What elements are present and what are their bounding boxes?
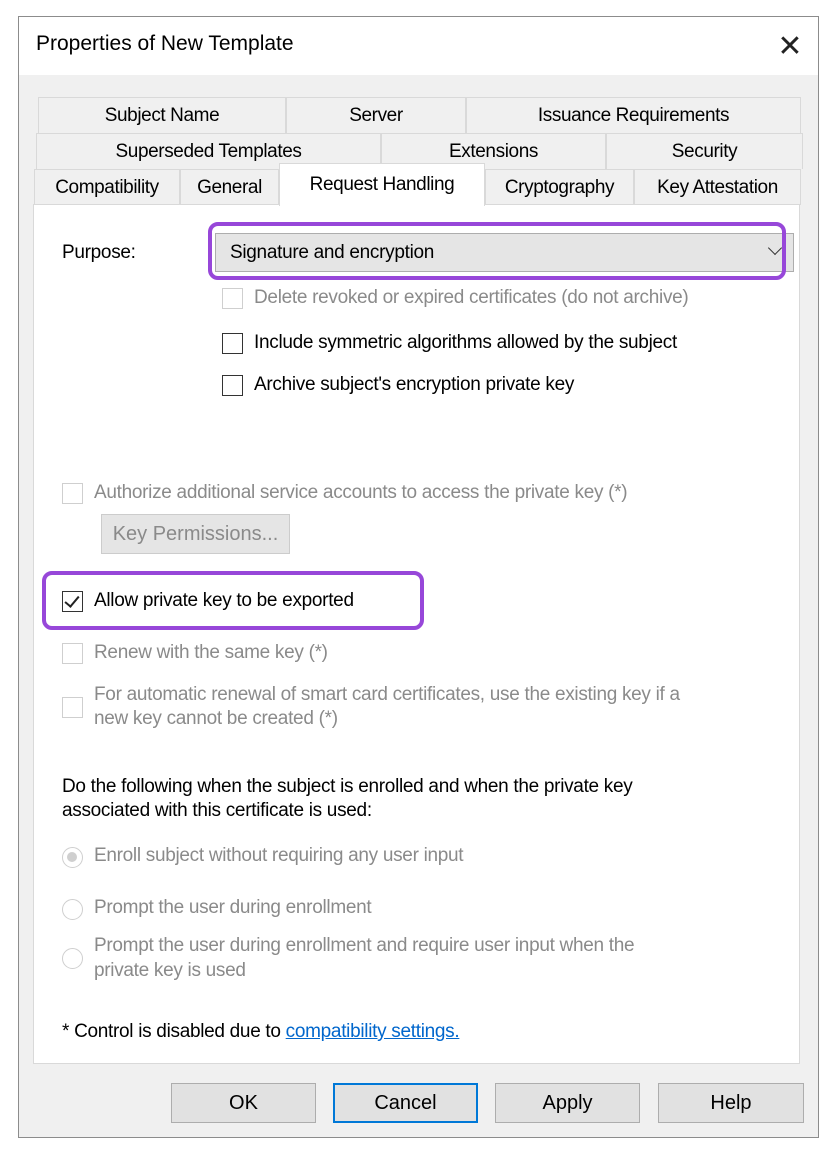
authorize-accounts-label: Authorize additional service accounts to access the private key (*) (94, 482, 628, 503)
tab-label: Key Attestation (657, 176, 778, 198)
prompt-user-label: Prompt the user during enrollment (94, 897, 372, 918)
cancel-button[interactable]: Cancel (333, 1083, 478, 1123)
tab-key-attestation[interactable] (634, 169, 801, 205)
tab-cryptography[interactable] (485, 169, 634, 205)
allow-export-label: Allow private key to be exported (94, 590, 354, 611)
archive-key-label: Archive subject's encryption private key (254, 374, 575, 395)
include-symmetric-checkbox[interactable] (222, 333, 243, 354)
prompt-user-radio[interactable] (62, 899, 83, 920)
prompt-user-require-input-line1: Prompt the user during enrollment and require user input when the (94, 935, 635, 956)
key-permissions-button[interactable]: Key Permissions... (101, 514, 290, 554)
prompt-user-require-input-radio[interactable] (62, 948, 83, 969)
tab-label: Issuance Requirements (537, 104, 730, 126)
help-button[interactable]: Help (658, 1083, 804, 1123)
close-icon[interactable]: ✕ (777, 29, 803, 63)
prompt-user-require-input-line2: private key is used (94, 960, 246, 981)
tab-label: Extensions (449, 140, 538, 162)
apply-button[interactable]: Apply (495, 1083, 640, 1123)
tab-label: Subject Name (104, 104, 220, 126)
tab-security[interactable] (606, 133, 803, 169)
tab-compatibility[interactable] (34, 169, 180, 205)
dialog-title: Properties of New Template (36, 32, 294, 55)
delete-revoked-checkbox[interactable] (222, 288, 243, 309)
allow-export-highlight (42, 571, 424, 630)
renew-same-key-checkbox[interactable] (62, 643, 83, 664)
footnote-text: * Control is disabled due to (62, 1021, 286, 1042)
enrollment-description-line2: associated with this certificate is used: (62, 800, 372, 821)
footnote (62, 1021, 459, 1043)
tab-label: Server (349, 104, 403, 126)
authorize-accounts-checkbox[interactable] (62, 483, 83, 504)
archive-key-checkbox[interactable] (222, 375, 243, 396)
tab-label: Request Handling (309, 174, 455, 195)
enrollment-description-line1: Do the following when the subject is enrolled and when the private key (62, 776, 633, 797)
tab-label: General (197, 176, 262, 198)
tab-label: Cryptography (504, 176, 615, 198)
smartcard-renewal-checkbox[interactable] (62, 697, 83, 718)
title-bar (19, 17, 818, 75)
smartcard-renewal-label-line1: For automatic renewal of smart card certificates, use the existing key if a (94, 684, 680, 705)
tab-label: Compatibility (55, 176, 159, 198)
compatibility-settings-link[interactable]: compatibility settings. (285, 1021, 460, 1042)
purpose-value: Signature and encryption (230, 242, 435, 263)
tab-request-handling[interactable] (279, 163, 485, 206)
tab-issuance-requirements[interactable] (466, 97, 801, 133)
ok-button[interactable]: OK (171, 1083, 316, 1123)
enroll-no-input-label: Enroll subject without requiring any user input (94, 845, 464, 866)
tab-server[interactable] (286, 97, 466, 133)
tab-label: Security (671, 140, 738, 162)
tab-general[interactable] (180, 169, 279, 205)
purpose-label: Purpose: (62, 242, 136, 263)
tab-label: Superseded Templates (115, 140, 302, 162)
smartcard-renewal-label-line2: new key cannot be created (*) (94, 708, 338, 729)
tab-subject-name[interactable] (38, 97, 286, 133)
delete-revoked-label: Delete revoked or expired certificates (do not archive) (254, 287, 689, 308)
purpose-highlight (208, 222, 786, 280)
renew-same-key-label: Renew with the same key (*) (94, 642, 328, 663)
include-symmetric-label: Include symmetric algorithms allowed by the subject (254, 332, 677, 353)
enroll-no-input-radio[interactable] (62, 847, 83, 868)
